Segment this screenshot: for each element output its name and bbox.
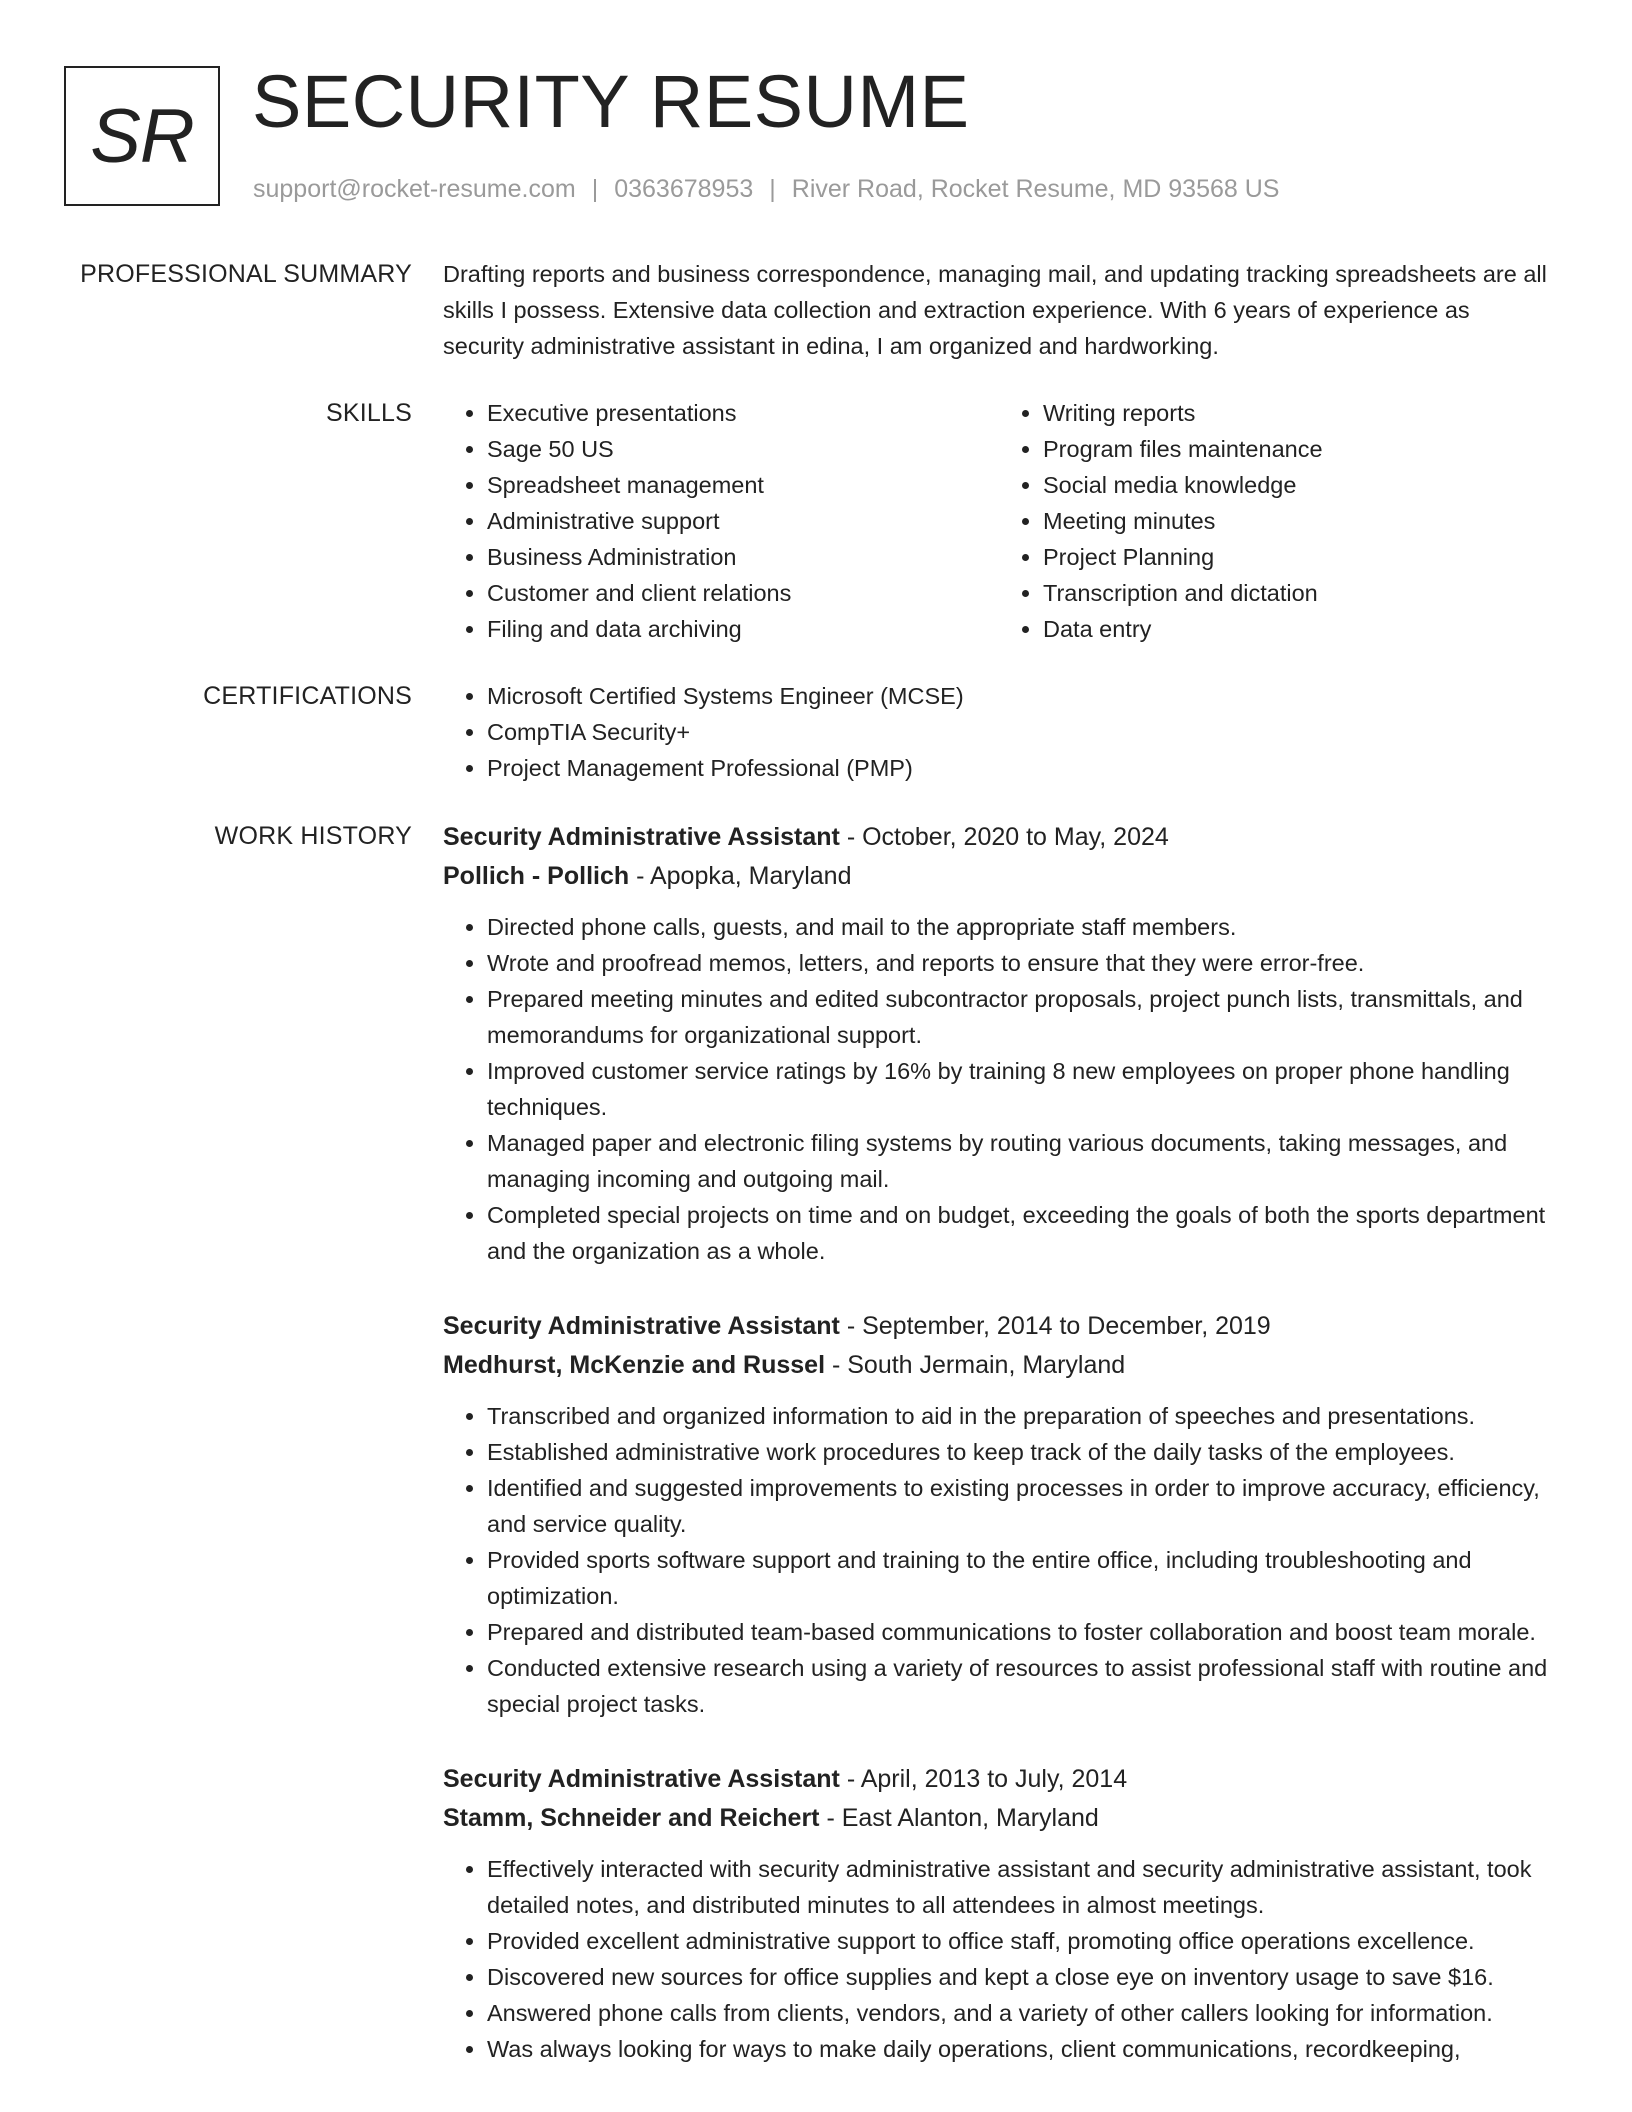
skill-item: • Transcription and dictation bbox=[1043, 575, 1555, 611]
job-bullets bbox=[443, 1398, 1555, 1722]
skill-item: • Filing and data archiving bbox=[487, 611, 999, 647]
job-company: Pollich - Pollich bbox=[443, 862, 630, 890]
skill-item: • Data entry bbox=[1043, 611, 1555, 647]
job-dates: - April, 2013 to July, 2014 bbox=[839, 1765, 1128, 1793]
job-location: - Apopka, Maryland bbox=[629, 862, 852, 890]
section-label-certifications: CERTIFICATIONS bbox=[203, 682, 412, 710]
job-bullet: • Directed phone calls, guests, and mail to the appropriate staff members. bbox=[487, 909, 1555, 945]
skill-item: • Social media knowledge bbox=[1043, 467, 1555, 503]
job-bullets bbox=[443, 1851, 1555, 2067]
job-bullet: • Transcribed and organized information to aid in the preparation of speeches and presentations. bbox=[487, 1398, 1555, 1434]
summary-text: Drafting reports and business correspondence, managing mail, and updating tracking spreadsheets are all skills I possess. Extensive data collection and extraction experience. With 6 years of experience as security administrative assistant in edina, I am organized and hardworking. bbox=[443, 261, 1547, 359]
job-title-line bbox=[443, 1760, 1555, 1798]
job-bullet: • Conducted extensive research using a variety of resources to assist professional staff with routine and special project tasks. bbox=[487, 1650, 1555, 1722]
section-label-work-history: WORK HISTORY bbox=[214, 822, 412, 850]
job-bullet: • Improved customer service ratings by 16% by training 8 new employees on proper phone handling techniques. bbox=[487, 1053, 1555, 1125]
job-company: Medhurst, McKenzie and Russel bbox=[443, 1351, 826, 1379]
job-bullet: • Provided sports software support and training to the entire office, including troubleshooting and optimization. bbox=[487, 1542, 1555, 1614]
contact-phone: 0363678953 bbox=[614, 175, 754, 203]
job-bullet: • Prepared and distributed team-based communications to foster collaboration and boost team morale. bbox=[487, 1614, 1555, 1650]
job-dates: - October, 2020 to May, 2024 bbox=[839, 823, 1169, 851]
certifications-body bbox=[443, 678, 1555, 786]
job-company: Stamm, Schneider and Reichert bbox=[443, 1804, 820, 1832]
job-bullet: • Prepared meeting minutes and edited subcontractor proposals, project punch lists, transmittals, and memorandums for organizational support. bbox=[487, 981, 1555, 1053]
job-bullet: • Effectively interacted with security administrative assistant and security administrative assistant, took detailed notes, and distributed minutes to all attendees in almost meetings. bbox=[487, 1851, 1555, 1923]
job-bullet: • Managed paper and electronic filing systems by routing various documents, taking messages, and managing incoming and outgoing mail. bbox=[487, 1125, 1555, 1197]
job-title: Security Administrative Assistant bbox=[443, 1312, 840, 1340]
job-bullet: • Identified and suggested improvements to existing processes in order to improve accuracy, efficiency, and service quality. bbox=[487, 1470, 1555, 1542]
job-entry bbox=[443, 818, 1555, 1269]
contact-line bbox=[253, 172, 1279, 206]
job-bullet: • Provided excellent administrative support to office staff, promoting office operations excellence. bbox=[487, 1923, 1555, 1959]
skill-item: • Spreadsheet management bbox=[487, 467, 999, 503]
skills-list-right bbox=[999, 395, 1555, 647]
skill-item: • Administrative support bbox=[487, 503, 999, 539]
job-bullet: • Was always looking for ways to make daily operations, client communications, recordkeeping, bbox=[487, 2031, 1555, 2067]
job-company-line bbox=[443, 856, 1555, 896]
job-title: Security Administrative Assistant bbox=[443, 823, 840, 851]
job-bullet: • Discovered new sources for office supplies and kept a close eye on inventory usage to save $16. bbox=[487, 1959, 1555, 1995]
certifications-list bbox=[443, 678, 1555, 786]
skills-list-left bbox=[443, 395, 999, 647]
resume-name: SECURITY RESUME bbox=[252, 60, 970, 143]
contact-email: support@rocket-resume.com bbox=[253, 175, 576, 203]
monogram-logo: SR bbox=[64, 66, 220, 206]
certification-item: • CompTIA Security+ bbox=[487, 714, 1555, 750]
job-bullet: • Wrote and proofread memos, letters, and reports to ensure that they were error-free. bbox=[487, 945, 1555, 981]
skills-body bbox=[443, 395, 1555, 647]
skill-item: • Customer and client relations bbox=[487, 575, 999, 611]
job-location: - South Jermain, Maryland bbox=[825, 1351, 1126, 1379]
job-bullet: • Answered phone calls from clients, vendors, and a variety of other callers looking for information. bbox=[487, 1995, 1555, 2031]
work-history-body bbox=[443, 818, 1555, 2067]
skill-item: • Sage 50 US bbox=[487, 431, 999, 467]
skill-item: • Meeting minutes bbox=[1043, 503, 1555, 539]
job-entry bbox=[443, 1760, 1555, 2067]
skill-item: • Executive presentations bbox=[487, 395, 999, 431]
section-label-summary: PROFESSIONAL SUMMARY bbox=[80, 260, 412, 288]
job-company-line bbox=[443, 1345, 1555, 1385]
contact-separator: | bbox=[591, 175, 599, 203]
job-title: Security Administrative Assistant bbox=[443, 1765, 840, 1793]
job-location: - East Alanton, Maryland bbox=[819, 1804, 1099, 1832]
skill-item: • Project Planning bbox=[1043, 539, 1555, 575]
skill-item: • Program files maintenance bbox=[1043, 431, 1555, 467]
skill-item: • Writing reports bbox=[1043, 395, 1555, 431]
section-label-skills: SKILLS bbox=[326, 399, 412, 427]
job-company-line bbox=[443, 1798, 1555, 1838]
job-bullets bbox=[443, 909, 1555, 1269]
job-dates: - September, 2014 to December, 2019 bbox=[839, 1312, 1271, 1340]
job-bullet: • Completed special projects on time and on budget, exceeding the goals of both the sports department and the organization as a whole. bbox=[487, 1197, 1555, 1269]
contact-address: River Road, Rocket Resume, MD 93568 US bbox=[791, 175, 1280, 203]
job-bullet: • Established administrative work procedures to keep track of the daily tasks of the employees. bbox=[487, 1434, 1555, 1470]
certification-item: • Microsoft Certified Systems Engineer (MCSE) bbox=[487, 678, 1555, 714]
job-entry bbox=[443, 1307, 1555, 1722]
certification-item: • Project Management Professional (PMP) bbox=[487, 750, 1555, 786]
contact-separator: | bbox=[769, 175, 776, 203]
job-title-line bbox=[443, 1307, 1555, 1345]
skill-item: • Business Administration bbox=[487, 539, 999, 575]
job-title-line bbox=[443, 818, 1555, 856]
